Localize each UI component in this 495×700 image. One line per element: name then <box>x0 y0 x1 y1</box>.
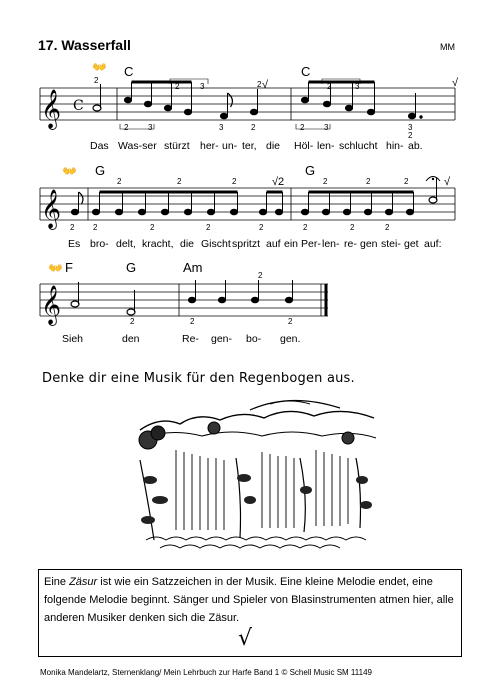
svg-text:2: 2 <box>366 177 371 186</box>
svg-text:2: 2 <box>251 123 256 132</box>
svg-text:2: 2 <box>177 177 182 186</box>
both-hands-icon: 👐 <box>92 60 107 74</box>
treble-clef-icon <box>41 89 61 130</box>
lyric-syllable: auf <box>266 238 281 250</box>
svg-text:2: 2 <box>206 223 211 232</box>
lyric-syllable: gen <box>360 238 378 250</box>
waterfall-illustration <box>139 400 376 548</box>
lyric-syllable: die <box>266 140 281 152</box>
lyric-syllable: Höl- <box>294 140 314 152</box>
svg-text:2: 2 <box>385 223 390 232</box>
svg-text:3: 3 <box>148 123 153 132</box>
svg-text:2: 2 <box>258 271 263 280</box>
lyric-syllable: ab. <box>408 140 423 152</box>
fingering-staff-1 <box>94 76 413 140</box>
lyric-syllable: her- <box>200 140 219 152</box>
lyric-syllable: re- <box>344 238 357 250</box>
music-staff-3 <box>40 284 328 316</box>
svg-text:2: 2 <box>323 177 328 186</box>
lyric-syllable: den <box>122 333 140 345</box>
lyric-syllable: Sieh <box>62 333 84 345</box>
lyric-syllable: stürzt <box>164 140 190 152</box>
lyric-syllable: ter, <box>242 140 257 152</box>
task-prompt: Denke dir eine Musik für den Regenbogen aus. <box>42 371 355 386</box>
svg-text:2: 2 <box>190 317 195 326</box>
svg-text:2: 2 <box>117 177 122 186</box>
chord-label: C <box>301 64 311 79</box>
chord-label: F <box>65 260 73 275</box>
svg-text:2: 2 <box>257 80 262 89</box>
lyric-syllable: Was-ser <box>118 140 157 152</box>
lyric-syllable: len- <box>317 140 335 152</box>
svg-text:2: 2 <box>327 82 332 91</box>
svg-text:3: 3 <box>200 82 205 91</box>
info-text-rest: ist wie ein Satzzeichen in der Musik. Eine kleine Melodie endet, eine folgende Melodie beginnt. Sänger und Spieler von Blasinstrumenten atmen hier, alle anderen Musiker denken sich die Zäsur. <box>44 576 454 624</box>
music-staff-1 <box>40 88 455 120</box>
lyric-syllable: die <box>180 238 195 250</box>
lyric-syllable: gen. <box>280 333 301 345</box>
info-box-text <box>44 573 458 627</box>
author-initials: MM <box>440 42 455 52</box>
lyric-syllable: auf: <box>424 238 442 250</box>
svg-text:2: 2 <box>94 76 99 85</box>
svg-text:2: 2 <box>404 177 409 186</box>
lyric-syllable: schlucht <box>339 140 378 152</box>
svg-text:2: 2 <box>130 317 135 326</box>
zaesur-mark-icon: √ <box>444 176 451 188</box>
fingering-staff-2 <box>70 177 409 232</box>
zaesur-mark-icon: √ <box>238 626 253 651</box>
chord-label: G <box>95 163 106 178</box>
treble-clef-icon <box>41 285 61 326</box>
lyric-syllable: len- <box>322 238 340 250</box>
svg-text:2: 2 <box>175 82 180 91</box>
lyric-syllable: gen- <box>211 333 233 345</box>
svg-text:2: 2 <box>303 223 308 232</box>
svg-text:2: 2 <box>70 223 75 232</box>
lyric-syllable: Per- <box>301 238 321 250</box>
svg-text:𝄞: 𝄞 <box>41 285 62 325</box>
lyric-syllable: stei- <box>381 238 401 250</box>
lyric-syllable: Es <box>68 238 81 250</box>
fingering-staff-3 <box>130 271 293 326</box>
lyric-syllable: bro- <box>90 238 109 250</box>
chord-label: G <box>126 260 137 275</box>
svg-text:2: 2 <box>288 317 293 326</box>
lyric-syllable: get <box>404 238 419 250</box>
notes-staff-3 <box>71 280 293 315</box>
svg-text:𝄞: 𝄞 <box>41 89 62 129</box>
lyric-syllable: Das <box>90 140 109 152</box>
both-hands-icon: 👐 <box>62 164 77 178</box>
lyric-syllable: bo- <box>246 333 262 345</box>
chord-label: C <box>124 64 134 79</box>
zaesur-mark-icon: √ <box>452 77 459 89</box>
info-term: Zäsur <box>69 576 98 588</box>
treble-clef-icon <box>41 189 61 230</box>
svg-text:2: 2 <box>124 123 129 132</box>
lyric-syllable: hin- <box>386 140 404 152</box>
common-time-icon: C <box>73 98 84 114</box>
svg-text:3: 3 <box>355 82 360 91</box>
svg-text:2: 2 <box>350 223 355 232</box>
svg-text:3: 3 <box>219 123 224 132</box>
svg-text:3: 3 <box>408 123 413 132</box>
svg-text:2: 2 <box>93 223 98 232</box>
zaesur-mark-icon: √ <box>262 79 269 91</box>
svg-text:𝄞: 𝄞 <box>41 189 62 229</box>
chord-label: G <box>305 163 316 178</box>
svg-text:2: 2 <box>150 223 155 232</box>
lyric-syllable: spritzt <box>232 238 261 250</box>
lyric-syllable: un- <box>222 140 238 152</box>
lyric-syllable: Re- <box>182 333 199 345</box>
svg-text:2: 2 <box>408 131 413 140</box>
lyric-syllable: Gischt <box>201 238 231 250</box>
zaesur-mark-icon: √2 <box>272 176 285 188</box>
lyric-syllable: ein <box>284 238 299 250</box>
svg-text:3: 3 <box>324 123 329 132</box>
svg-text:2: 2 <box>300 123 305 132</box>
lyric-syllable: delt, <box>116 238 136 250</box>
svg-text:2: 2 <box>259 223 264 232</box>
footer-copyright: Monika Mandelartz, Sternenklang/ Mein Lehrbuch zur Harfe Band 1 © Schell Music SM 11149 <box>40 668 372 677</box>
svg-text:2: 2 <box>232 177 237 186</box>
lyric-syllable: kracht, <box>142 238 174 250</box>
chord-label: Am <box>183 260 203 275</box>
info-text-start: Eine <box>44 576 70 588</box>
both-hands-icon: 👐 <box>48 261 63 275</box>
song-title: 17. Wasserfall <box>38 37 131 53</box>
